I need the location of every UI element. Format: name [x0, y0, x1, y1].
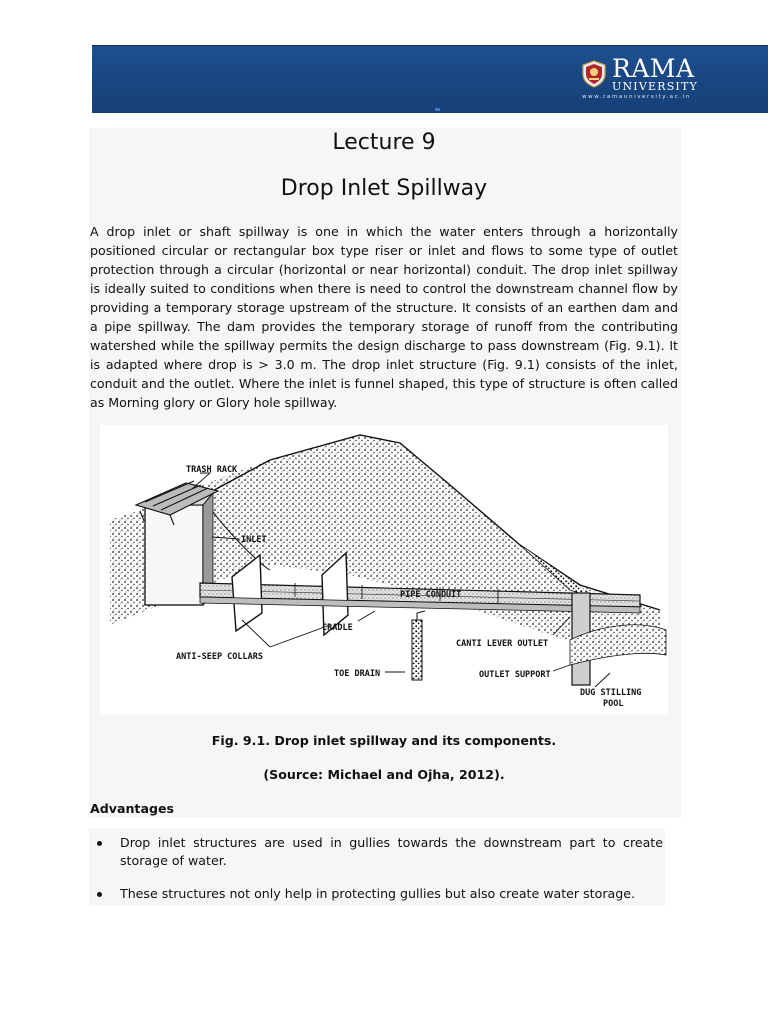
- advantage-text: Drop inlet structures are used in gullies towards the downstream part to create storage of water.: [120, 835, 663, 868]
- drop-inlet-spillway-figure: [100, 425, 668, 715]
- section-title: Drop Inlet Spillway: [280, 176, 488, 201]
- label-pool: POOL: [603, 699, 624, 709]
- spillway-diagram: [100, 425, 668, 715]
- figure-source: (Source: Michael and Ojha, 2012).: [263, 767, 505, 782]
- label-pipe-conduit: PIPE CONDUIT: [400, 590, 462, 600]
- logo-subword: UNIVERSITY: [612, 80, 698, 93]
- toe-drain: [412, 611, 425, 680]
- leader-collars-2: [270, 625, 330, 647]
- label-trash-rack: TRASH RACK: [186, 465, 238, 475]
- label-cradle: CRADLE: [322, 623, 353, 633]
- intro-paragraph: A drop inlet or shaft spillway is one in which the water enters through a horizontally positioned circular or rectangular box type riser or inlet and flows to some type of outlet protection through a circular (horizontal or near horizontal) conduit. The drop inlet spillway is ideally suited to conditions when there is need to control the downstream channel flow by providing a temporary storage upstream of the structure. It consists of an earthen dam and a pipe spillway. The dam provides the temporary storage of runoff from the contributing watershed while the spillway permits the design discharge to pass downstream (Fig. 9.1). It is adapted where drop is > 3.0 m. The drop inlet structure (Fig. 9.1) consists of the inlet, conduit and the outlet. Where the inlet is funnel shaped, this type of structure is often called as Morning glory or Glory hole spillway.: [90, 224, 678, 410]
- advantage-text: These structures not only help in protecting gullies but also create water storage.: [120, 886, 635, 901]
- list-item: [97, 834, 663, 870]
- logo-wordmark: RAMA: [612, 54, 695, 83]
- university-logo[interactable]: [578, 56, 718, 104]
- figure-caption: Fig. 9.1. Drop inlet spillway and its components.: [211, 733, 557, 748]
- inlet-riser-box: [145, 505, 203, 605]
- label-inlet: INLET: [241, 535, 267, 545]
- logo-url: www.ramauniversity.ac.in: [582, 94, 691, 100]
- university-seal-icon: [580, 60, 608, 88]
- bullet-icon: [97, 841, 102, 846]
- label-toe-drain: TOE DRAIN: [334, 669, 381, 679]
- advantages-list: [97, 834, 663, 903]
- leader-cradle: [358, 611, 375, 621]
- leader-outlet-support: [553, 665, 570, 671]
- advantages-heading: Advantages: [90, 801, 175, 816]
- leader-pool: [595, 673, 610, 687]
- lecture-title: Lecture 9: [332, 130, 436, 155]
- label-cantilever-outlet: CANTI LEVER OUTLET: [456, 639, 549, 649]
- leader-collars-1: [242, 620, 270, 647]
- label-outlet-support: OUTLET SUPPORT: [479, 670, 551, 680]
- bullet-icon: [97, 892, 102, 897]
- label-dug-stilling: DUG STILLING: [580, 688, 642, 698]
- header-accent-mark: [435, 108, 440, 111]
- label-anti-seep-collars: ANTI-SEEP COLLARS: [176, 652, 263, 662]
- list-item: [97, 885, 663, 903]
